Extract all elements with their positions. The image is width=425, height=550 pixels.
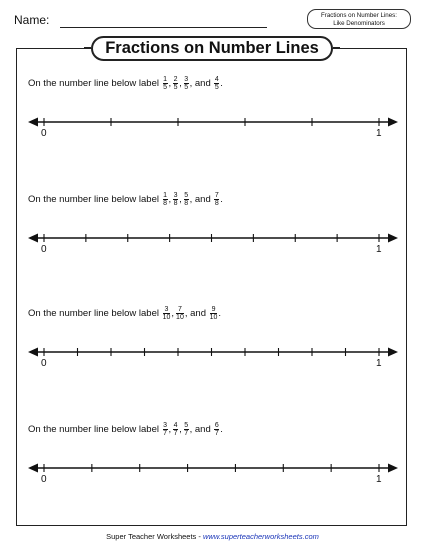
- left-arrow-icon: [28, 234, 38, 243]
- comma: ,: [189, 78, 193, 90]
- name-field-line[interactable]: [60, 27, 267, 28]
- instruction-text: On the number line below label: [28, 308, 162, 320]
- end-punctuation: .: [218, 308, 222, 320]
- fraction-numerator: 3: [164, 306, 169, 313]
- fraction: [184, 192, 189, 207]
- number-line[interactable]: [28, 116, 398, 140]
- fraction: [173, 76, 178, 91]
- fraction-denominator: 8: [214, 200, 219, 207]
- fraction-denominator: 10: [209, 314, 218, 321]
- problem-instruction: [28, 192, 223, 207]
- comma: ,: [179, 78, 182, 90]
- fraction-denominator: 8: [163, 200, 168, 207]
- fraction: [184, 76, 189, 91]
- fraction: [210, 306, 218, 321]
- fraction: [163, 422, 168, 437]
- worksheet-title: Fractions on Number Lines: [91, 36, 333, 61]
- start-label: 0: [41, 474, 47, 485]
- fraction-denominator: 8: [173, 200, 178, 207]
- right-arrow-icon: [388, 464, 398, 473]
- left-arrow-icon: [28, 118, 38, 127]
- end-label: 1: [376, 474, 382, 485]
- fraction-denominator: 5: [214, 84, 219, 91]
- fraction: [163, 76, 168, 91]
- instruction-text: On the number line below label: [28, 78, 162, 90]
- fraction-numerator: 5: [184, 192, 189, 199]
- and-text: and: [192, 194, 214, 206]
- topic-line-2: Like Denominators: [333, 19, 385, 27]
- fraction-numerator: 5: [184, 422, 189, 429]
- fraction-denominator: 7: [214, 430, 219, 437]
- fraction-denominator: 7: [173, 430, 178, 437]
- instruction-text: On the number line below label: [28, 194, 162, 206]
- left-arrow-icon: [28, 348, 38, 357]
- fraction-numerator: 7: [214, 192, 219, 199]
- right-arrow-icon: [388, 348, 398, 357]
- fraction-numerator: 3: [163, 422, 168, 429]
- fraction-numerator: 9: [211, 306, 216, 313]
- fraction-numerator: 3: [184, 76, 189, 83]
- fraction: [173, 422, 178, 437]
- footer-url[interactable]: www.superteacherworksheets.com: [202, 532, 319, 541]
- fraction-denominator: 5: [173, 84, 178, 91]
- comma: ,: [168, 424, 172, 436]
- comma: ,: [168, 78, 172, 90]
- number-line[interactable]: [28, 346, 398, 370]
- fraction: [214, 192, 219, 207]
- fraction: [214, 422, 219, 437]
- left-arrow-icon: [28, 464, 38, 473]
- title-dash-left: [84, 47, 91, 49]
- title-dash-right: [333, 47, 340, 49]
- number-line-svg: [28, 462, 398, 486]
- fraction-numerator: 1: [163, 76, 168, 83]
- end-label: 1: [376, 128, 382, 139]
- comma: ,: [189, 424, 193, 436]
- footer: [0, 532, 425, 541]
- fraction: [214, 76, 219, 91]
- fraction-numerator: 3: [173, 192, 178, 199]
- fraction: [163, 192, 168, 207]
- topic-badge: [307, 9, 411, 29]
- fraction-denominator: 5: [163, 84, 168, 91]
- comma: ,: [184, 308, 188, 320]
- comma: ,: [171, 308, 175, 320]
- comma: ,: [189, 194, 193, 206]
- name-label: Name:: [14, 13, 50, 27]
- fraction-numerator: 1: [163, 192, 168, 199]
- number-line-svg: [28, 116, 398, 140]
- fraction-denominator: 7: [184, 430, 189, 437]
- and-text: and: [187, 308, 209, 320]
- problem-instruction: [28, 76, 223, 91]
- topic-line-1: Fractions on Number Lines:: [320, 11, 397, 19]
- fraction-numerator: 6: [214, 422, 219, 429]
- start-label: 0: [41, 358, 47, 369]
- footer-brand: Super Teacher Worksheets -: [106, 532, 203, 541]
- number-line[interactable]: [28, 232, 398, 256]
- fraction-denominator: 8: [184, 200, 189, 207]
- number-line[interactable]: [28, 462, 398, 486]
- problem-instruction: [28, 422, 223, 437]
- fraction-denominator: 10: [176, 314, 184, 321]
- end-label: 1: [376, 358, 382, 369]
- end-punctuation: .: [220, 194, 223, 206]
- number-line-svg: [28, 346, 398, 370]
- comma: ,: [179, 424, 182, 436]
- end-punctuation: .: [220, 424, 223, 436]
- problem-instruction: [28, 306, 221, 321]
- fraction: [176, 306, 184, 321]
- start-label: 0: [41, 244, 47, 255]
- number-line-svg: [28, 232, 398, 256]
- fraction-numerator: 2: [173, 76, 178, 83]
- and-text: and: [192, 78, 214, 90]
- fraction: [184, 422, 189, 437]
- fraction-numerator: 7: [177, 306, 182, 313]
- right-arrow-icon: [388, 234, 398, 243]
- fraction-denominator: 5: [184, 84, 189, 91]
- end-label: 1: [376, 244, 382, 255]
- fraction: [173, 192, 178, 207]
- fraction-numerator: 4: [173, 422, 178, 429]
- and-text: and: [192, 424, 214, 436]
- comma: ,: [179, 194, 182, 206]
- right-arrow-icon: [388, 118, 398, 127]
- start-label: 0: [41, 128, 47, 139]
- instruction-text: On the number line below label: [28, 424, 162, 436]
- fraction-denominator: 7: [163, 430, 168, 437]
- fraction-numerator: 4: [214, 76, 219, 83]
- fraction-denominator: 10: [162, 314, 171, 321]
- fraction: [163, 306, 171, 321]
- end-punctuation: .: [220, 78, 223, 90]
- comma: ,: [168, 194, 172, 206]
